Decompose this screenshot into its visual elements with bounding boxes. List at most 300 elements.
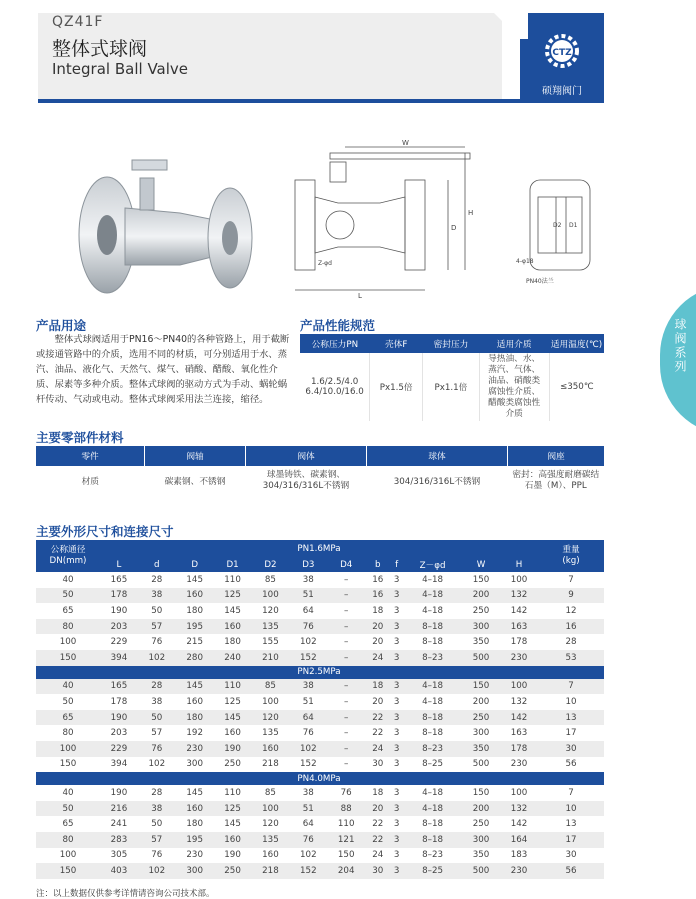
materials-heading: 主要零部件材料	[36, 430, 124, 445]
table-cell: 3	[393, 728, 400, 739]
table-row	[36, 801, 604, 817]
table-cell: 3	[393, 605, 400, 616]
material-header: 阀体	[246, 446, 367, 466]
pressure-group-row	[36, 772, 604, 785]
header-corner	[500, 13, 528, 39]
table-cell: –	[327, 650, 365, 666]
table-cell: 51	[289, 588, 327, 604]
materials-table	[36, 446, 604, 496]
performance-table	[300, 334, 604, 421]
table-cell: 38	[302, 574, 314, 585]
table-cell: 38	[151, 696, 163, 707]
table-cell: 8–18	[422, 819, 444, 830]
table-cell: –	[327, 710, 365, 726]
table-cell: 145	[186, 574, 203, 585]
pressure-group-label: PN2.5MPa	[100, 666, 538, 679]
table-cell: 22	[365, 832, 390, 848]
table-cell: 8–25	[422, 759, 444, 770]
table-cell: 152	[289, 650, 327, 666]
table-row	[36, 816, 604, 832]
material-header: 零件	[36, 446, 145, 466]
table-cell: 85	[252, 679, 290, 695]
table-cell: 300	[176, 863, 214, 879]
dimension-col-header: f	[390, 557, 403, 572]
table-cell: 163	[500, 619, 538, 635]
table-cell: 3	[390, 588, 403, 604]
perf-cell: 1.6/2.5/4.0 6.4/10.0/16.0	[300, 353, 370, 421]
table-cell: 13	[538, 710, 604, 726]
table-cell: 142	[510, 605, 528, 616]
table-cell: 76	[289, 619, 327, 635]
table-cell: 8–23	[403, 650, 462, 666]
table-cell: 120	[262, 605, 279, 616]
table-cell: 230	[510, 759, 528, 770]
table-cell: 7	[568, 574, 574, 585]
material-cell: 球墨铸铁、碳素钢、304/316/316L不锈钢	[262, 470, 350, 491]
table-cell: 142	[510, 819, 528, 830]
footnote: 注：以上数据仅供参考详情请咨询公司技术部。	[36, 889, 215, 899]
table-cell: 16	[372, 574, 384, 585]
table-cell: 80	[62, 728, 74, 739]
table-cell: 10	[538, 801, 604, 817]
table-cell: 3	[390, 801, 403, 817]
table-cell: 300	[186, 759, 203, 770]
table-cell: 500	[462, 650, 500, 666]
table-cell: 8–18	[422, 728, 444, 739]
table-cell: 22	[372, 819, 384, 830]
perf-cell: Px1.5倍	[370, 353, 423, 421]
table-cell: 178	[510, 637, 528, 648]
table-cell: 30	[538, 741, 604, 757]
group-spacer	[538, 772, 604, 785]
table-cell: 3	[390, 741, 403, 757]
table-cell: 16	[538, 619, 604, 635]
table-cell: 500	[472, 759, 490, 770]
table-cell: –	[344, 759, 349, 770]
table-cell: 160	[186, 696, 203, 707]
table-cell: 102	[300, 850, 317, 861]
table-cell: 30	[565, 850, 577, 861]
perf-header: 适用温度(℃)	[549, 334, 604, 353]
table-cell: 4–18	[403, 801, 462, 817]
table-cell: 394	[110, 759, 128, 770]
table-cell: 240	[214, 650, 252, 666]
table-cell: 57	[138, 832, 176, 848]
table-cell: 56	[538, 863, 604, 879]
svg-text:W: W	[402, 139, 409, 147]
technical-drawing	[290, 135, 600, 300]
svg-text:D2: D2	[553, 222, 562, 229]
table-cell: –	[344, 728, 349, 739]
table-cell: 18	[372, 605, 384, 616]
table-cell: 50	[138, 710, 176, 726]
table-cell: 20	[365, 801, 390, 817]
table-cell: –	[327, 588, 365, 604]
table-cell: 229	[110, 637, 128, 648]
table-cell: 145	[224, 819, 241, 830]
table-cell: 132	[500, 588, 538, 604]
table-cell: 102	[138, 863, 176, 879]
table-cell: 3	[393, 787, 400, 798]
table-cell: 152	[300, 759, 317, 770]
table-cell: 85	[264, 787, 276, 798]
table-cell: 195	[176, 832, 214, 848]
table-cell: 16	[365, 588, 390, 604]
table-cell: 160	[224, 728, 241, 739]
table-cell: 8–23	[422, 850, 444, 861]
table-cell: 20	[372, 696, 384, 707]
table-row	[36, 725, 604, 741]
table-cell: 65	[62, 819, 74, 830]
table-cell: 9	[538, 588, 604, 604]
table-cell: –	[344, 605, 349, 616]
table-cell: 12	[565, 605, 577, 616]
table-cell: 18	[372, 787, 384, 798]
table-cell: 300	[472, 728, 490, 739]
table-row	[36, 650, 604, 666]
table-cell: 22	[365, 710, 390, 726]
table-cell: 57	[138, 619, 176, 635]
table-cell: 28	[151, 787, 163, 798]
table-cell: 4–18	[422, 574, 444, 585]
table-cell: 135	[262, 728, 279, 739]
dimension-col-header: D1	[214, 557, 252, 572]
table-cell: 190	[214, 741, 252, 757]
table-cell: 4–18	[422, 787, 444, 798]
table-cell: 38	[138, 588, 176, 604]
svg-text:D: D	[451, 224, 457, 232]
table-cell: 3	[393, 696, 400, 707]
table-cell: 57	[151, 728, 163, 739]
table-cell: 8–18	[403, 832, 462, 848]
table-cell: 218	[262, 759, 279, 770]
dimensions-table	[36, 540, 604, 879]
table-cell: 300	[462, 832, 500, 848]
table-cell: 241	[110, 819, 128, 830]
table-cell: 50	[151, 605, 163, 616]
table-cell: 3	[393, 850, 400, 861]
dimension-col-header: W	[462, 557, 500, 572]
table-cell: 50	[151, 819, 163, 830]
table-cell: 180	[186, 605, 203, 616]
table-cell: 64	[302, 605, 314, 616]
table-cell: 192	[186, 728, 203, 739]
table-cell: 38	[289, 679, 327, 695]
table-cell: 163	[510, 728, 528, 739]
table-cell: 3	[393, 637, 400, 648]
table-cell: 22	[372, 728, 384, 739]
valve-photo	[70, 143, 280, 303]
table-cell: 24	[365, 741, 390, 757]
table-cell: 160	[176, 588, 214, 604]
table-cell: 210	[252, 650, 290, 666]
table-cell: 160	[214, 619, 252, 635]
table-cell: 18	[365, 679, 390, 695]
table-cell: 7	[538, 679, 604, 695]
svg-text:H: H	[468, 209, 474, 217]
usage-text: 整体式球阀适用于PN16～PN40的各种管路上，用于截断或接通管路中的介质，选用不同的材质，可分别适用于水、蒸汽、油品、液化气、天然气、煤气、硝酸、醋酸、氧化性介质、尿素等多种介质。整体式球阀的驱动方式为手动、蜗轮蜗杆传动、气动或电动。整体式球阀采用法兰连接，缩径。	[36, 334, 290, 405]
table-cell: 180	[186, 819, 203, 830]
table-row	[36, 603, 604, 619]
svg-text:4-φ18: 4-φ18	[516, 258, 534, 265]
table-cell: 350	[472, 850, 490, 861]
table-row	[36, 848, 604, 864]
table-cell: 100	[510, 787, 528, 798]
table-cell: 38	[302, 787, 314, 798]
pressure-group-row	[36, 666, 604, 679]
table-cell: 160	[252, 741, 290, 757]
table-cell: 4–18	[422, 696, 444, 707]
table-cell: 4–18	[422, 605, 444, 616]
table-cell: –	[344, 637, 349, 648]
perf-cell: Px1.1倍	[423, 353, 480, 421]
table-cell: 40	[62, 574, 74, 585]
table-cell: 250	[472, 819, 490, 830]
side-tab-label: 球阀系列	[673, 318, 687, 374]
table-cell: 180	[176, 710, 214, 726]
table-cell: 40	[62, 787, 74, 798]
performance-heading: 产品性能规范	[300, 318, 376, 333]
table-cell: 150	[337, 850, 355, 861]
header-rule	[38, 99, 604, 103]
table-cell: 145	[176, 679, 214, 695]
table-cell: 125	[214, 588, 252, 604]
table-cell: 88	[327, 801, 365, 817]
table-cell: 135	[252, 619, 290, 635]
perf-cell: 导热油、水、蒸汽、气体、油品、硝酸类腐蚀性介质、醋酸类腐蚀性介质	[479, 353, 549, 421]
table-cell: 250	[224, 759, 241, 770]
table-cell: 85	[264, 574, 276, 585]
material-cell: 304/316/316L不锈钢	[393, 477, 481, 487]
dimension-col-header: D	[176, 557, 214, 572]
table-cell: 4–18	[403, 679, 462, 695]
table-cell: 229	[100, 741, 138, 757]
table-cell: 183	[510, 850, 528, 861]
table-cell: 76	[289, 832, 327, 848]
table-cell: 120	[262, 819, 279, 830]
table-cell: 150	[36, 650, 100, 666]
table-cell: 8–23	[403, 741, 462, 757]
table-cell: 250	[462, 710, 500, 726]
table-cell: 51	[302, 696, 314, 707]
table-cell: 230	[186, 850, 203, 861]
table-row	[36, 741, 604, 757]
table-cell: 178	[500, 741, 538, 757]
table-cell: 20	[372, 637, 384, 648]
pressure-group-header: PN1.6MPa	[100, 540, 538, 557]
table-cell: 142	[500, 710, 538, 726]
table-cell: –	[344, 574, 349, 585]
table-row	[36, 572, 604, 588]
page-title: 整体式球阀	[52, 38, 148, 60]
table-cell: 50	[36, 588, 100, 604]
table-cell: 20	[365, 619, 390, 635]
table-cell: 110	[224, 787, 241, 798]
table-cell: –	[344, 696, 349, 707]
table-cell: –	[327, 741, 365, 757]
group-spacer	[36, 666, 100, 679]
model-number: QZ41F	[52, 14, 104, 30]
table-cell: 125	[224, 696, 241, 707]
table-cell: 80	[36, 619, 100, 635]
table-cell: 102	[300, 637, 317, 648]
table-cell: 100	[500, 679, 538, 695]
table-row	[36, 619, 604, 635]
table-cell: 195	[176, 619, 214, 635]
table-cell: 190	[100, 710, 138, 726]
table-cell: 190	[110, 787, 128, 798]
dn-header: 公称通径 DN(mm)	[36, 540, 100, 572]
table-cell: 3	[393, 759, 400, 770]
table-cell: 160	[176, 801, 214, 817]
table-cell: 50	[36, 801, 100, 817]
table-cell: 135	[252, 832, 290, 848]
table-cell: 152	[289, 863, 327, 879]
table-cell: 150	[462, 679, 500, 695]
material-cell: 密封：高强度耐磨碳结石墨（M）、PPL	[512, 470, 600, 491]
table-cell: 190	[110, 605, 128, 616]
table-cell: 3	[390, 619, 403, 635]
table-cell: 110	[214, 679, 252, 695]
table-cell: 56	[565, 759, 577, 770]
table-cell: 350	[462, 741, 500, 757]
table-cell: 38	[138, 801, 176, 817]
table-cell: 17	[538, 832, 604, 848]
table-cell: 3	[393, 819, 400, 830]
table-cell: 28	[151, 574, 163, 585]
table-cell: 30	[365, 863, 390, 879]
dimension-col-header: D4	[327, 557, 365, 572]
table-cell: 102	[138, 650, 176, 666]
table-cell: 65	[62, 605, 74, 616]
table-cell: 3	[390, 650, 403, 666]
table-cell: 230	[500, 863, 538, 879]
table-cell: 132	[510, 696, 528, 707]
table-cell: 218	[252, 863, 290, 879]
dimension-col-header: D3	[289, 557, 327, 572]
table-cell: 40	[36, 679, 100, 695]
perf-header: 壳体F	[370, 334, 423, 353]
dimension-col-header: d	[138, 557, 176, 572]
svg-text:PN40法兰: PN40法兰	[526, 278, 554, 285]
table-cell: 30	[372, 759, 384, 770]
table-cell: 160	[214, 832, 252, 848]
svg-text:Z-φd: Z-φd	[318, 260, 332, 267]
table-cell: 200	[462, 801, 500, 817]
table-row	[36, 588, 604, 604]
table-cell: 230	[176, 741, 214, 757]
table-cell: 17	[565, 728, 577, 739]
table-cell: 178	[100, 588, 138, 604]
table-cell: 305	[110, 850, 128, 861]
table-cell: 100	[510, 574, 528, 585]
material-header: 阀座	[508, 446, 605, 466]
table-cell: 215	[186, 637, 203, 648]
material-cell: 碳素钢、不锈钢	[164, 477, 226, 487]
table-row	[36, 694, 604, 710]
dimension-col-header: b	[365, 557, 390, 572]
perf-header: 密封压力	[423, 334, 480, 353]
table-cell: 145	[224, 605, 241, 616]
table-cell: 100	[262, 696, 279, 707]
svg-text:CTZ: CTZ	[552, 48, 572, 58]
table-cell: 3	[390, 863, 403, 879]
table-cell: 76	[151, 637, 163, 648]
table-cell: 100	[36, 741, 100, 757]
table-cell: 178	[110, 696, 128, 707]
table-row	[36, 757, 604, 773]
table-row	[36, 634, 604, 650]
table-cell: 120	[252, 710, 290, 726]
svg-text:D1: D1	[569, 222, 578, 229]
table-cell: 204	[327, 863, 365, 879]
table-cell: 76	[340, 787, 352, 798]
weight-header: 重量 (kg)	[538, 540, 604, 572]
group-spacer	[538, 666, 604, 679]
table-cell: 150	[472, 787, 490, 798]
dimension-col-header: D2	[252, 557, 290, 572]
perf-cell: ≤350℃	[559, 382, 594, 392]
table-cell: 190	[224, 850, 241, 861]
table-cell: 76	[151, 850, 163, 861]
perf-header: 公称压力PN	[300, 334, 370, 353]
table-cell: 8–25	[403, 863, 462, 879]
table-cell: 65	[36, 710, 100, 726]
table-cell: 50	[62, 696, 74, 707]
table-cell: 3	[390, 679, 403, 695]
table-cell: 100	[252, 801, 290, 817]
table-cell: 28	[565, 637, 577, 648]
table-cell: –	[327, 679, 365, 695]
table-cell: 110	[337, 819, 355, 830]
material-header: 阀轴	[145, 446, 246, 466]
table-row	[36, 785, 604, 801]
table-cell: –	[327, 619, 365, 635]
dimension-col-header: H	[500, 557, 538, 572]
table-cell: 165	[100, 679, 138, 695]
table-cell: 4–18	[403, 588, 462, 604]
table-cell: 76	[302, 728, 314, 739]
table-row	[36, 832, 604, 848]
table-cell: 3	[390, 832, 403, 848]
table-cell: 150	[59, 759, 77, 770]
table-cell: 283	[100, 832, 138, 848]
table-cell: 250	[214, 863, 252, 879]
table-cell: 150	[36, 863, 100, 879]
table-cell: 3	[393, 574, 400, 585]
table-cell: 500	[462, 863, 500, 879]
gear-logo-icon	[544, 33, 580, 69]
table-cell: 394	[100, 650, 138, 666]
table-cell: 203	[100, 619, 138, 635]
table-cell: 160	[262, 850, 279, 861]
table-cell: 216	[100, 801, 138, 817]
table-cell: 13	[565, 819, 577, 830]
material-header: 球体	[367, 446, 508, 466]
usage-heading: 产品用途	[36, 318, 87, 333]
table-cell: 102	[289, 741, 327, 757]
table-cell: 7	[568, 787, 574, 798]
table-cell: 121	[327, 832, 365, 848]
dimensions-heading: 主要外形尺寸和连接尺寸	[36, 524, 174, 539]
page-subtitle: Integral Ball Valve	[52, 60, 189, 78]
table-cell: 200	[462, 588, 500, 604]
dimension-col-header: Z－φd	[403, 557, 462, 572]
table-cell: 76	[138, 741, 176, 757]
table-cell: 125	[214, 801, 252, 817]
table-cell: 8–18	[422, 637, 444, 648]
dimension-col-header: L	[100, 557, 138, 572]
